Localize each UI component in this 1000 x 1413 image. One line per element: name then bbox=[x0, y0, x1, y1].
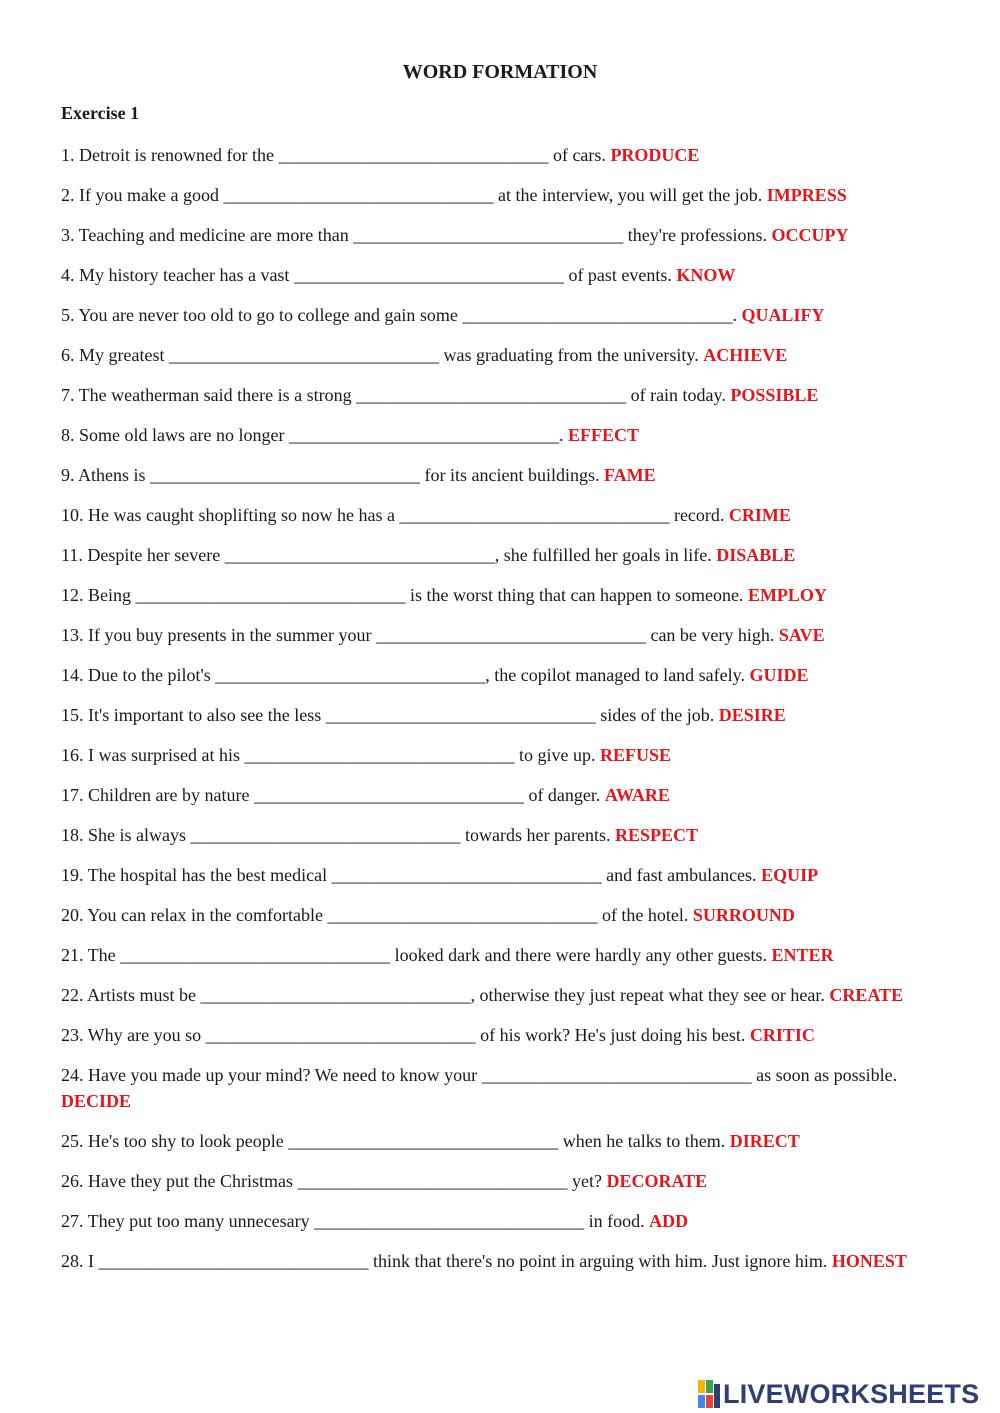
sentence-start: 6. My greatest bbox=[61, 345, 169, 365]
root-word: SURROUND bbox=[692, 905, 795, 925]
sentence-start: 4. My history teacher has a vast bbox=[61, 265, 294, 285]
sentence-end: of his work? He's just doing his best. bbox=[475, 1025, 750, 1045]
sentence-end: for its ancient buildings. bbox=[420, 465, 604, 485]
answer-blank[interactable]: ______________________________ bbox=[375, 625, 646, 645]
sentence-end: of rain today. bbox=[626, 385, 731, 405]
answer-blank[interactable]: ______________________________ bbox=[327, 905, 598, 925]
exercise-item bbox=[61, 1128, 941, 1154]
sentence-end: to give up. bbox=[514, 745, 600, 765]
root-word: DECORATE bbox=[606, 1171, 708, 1191]
root-word: ENTER bbox=[771, 945, 834, 965]
sentence-start: 7. The weatherman said there is a strong bbox=[61, 385, 357, 405]
root-word: CRITIC bbox=[749, 1025, 815, 1045]
root-word: DECIDE bbox=[61, 1091, 132, 1111]
exercise-item bbox=[61, 462, 941, 488]
sentence-end: of past events. bbox=[563, 265, 677, 285]
sentence-start: 25. He's too shy to look people bbox=[61, 1131, 289, 1151]
page-title: WORD FORMATION bbox=[402, 61, 598, 83]
root-word: KNOW bbox=[676, 265, 736, 285]
exercise-item bbox=[61, 182, 941, 208]
exercise-item bbox=[61, 1062, 941, 1114]
sentence-start: 19. The hospital has the best medical bbox=[61, 865, 332, 885]
root-word: GUIDE bbox=[749, 665, 809, 685]
sentence-start: 18. She is always bbox=[61, 825, 191, 845]
sentence-end: record. bbox=[669, 505, 729, 525]
answer-blank[interactable]: ______________________________ bbox=[399, 505, 670, 525]
liveworksheets-wordmark: LIVEWORKSHEETS bbox=[723, 1378, 980, 1409]
liveworksheets-badge-icon bbox=[698, 1380, 720, 1408]
root-word: SAVE bbox=[778, 625, 825, 645]
sentence-end: can be very high. bbox=[645, 625, 779, 645]
sentence-end: looked dark and there were hardly any other guests. bbox=[390, 945, 772, 965]
answer-blank[interactable]: ______________________________ bbox=[223, 185, 494, 205]
exercise-item bbox=[61, 262, 941, 288]
exercise-item bbox=[61, 942, 941, 968]
exercise-item bbox=[61, 542, 941, 568]
exercise-item bbox=[61, 142, 941, 168]
exercise-item bbox=[61, 342, 941, 368]
sentence-start: 28. I bbox=[61, 1251, 99, 1271]
exercise-item bbox=[61, 822, 941, 848]
sentence-end: , she fulfilled her goals in life. bbox=[494, 545, 717, 565]
exercise-item bbox=[61, 902, 941, 928]
exercise-item bbox=[61, 382, 941, 408]
exercise-item bbox=[61, 662, 941, 688]
sentence-end: , the copilot managed to land safely. bbox=[485, 665, 750, 685]
exercise-item bbox=[61, 1168, 941, 1194]
answer-blank[interactable]: ______________________________ bbox=[168, 345, 439, 365]
sentence-start: 27. They put too many unnecesary bbox=[61, 1211, 315, 1231]
root-word: DISABLE bbox=[716, 545, 796, 565]
sentence-start: 14. Due to the pilot's bbox=[61, 665, 216, 685]
sentence-end: is the worst thing that can happen to someone. bbox=[405, 585, 748, 605]
sentence-end: , otherwise they just repeat what they see or hear. bbox=[470, 985, 830, 1005]
sentence-start: 13. If you buy presents in the summer your bbox=[61, 625, 376, 645]
sentence-start: 21. The bbox=[61, 945, 121, 965]
answer-blank[interactable]: ______________________________ bbox=[120, 945, 391, 965]
exercise-item bbox=[61, 1248, 941, 1274]
answer-blank[interactable]: ______________________________ bbox=[190, 825, 461, 845]
exercise-item bbox=[61, 1022, 941, 1048]
exercise-item bbox=[61, 222, 941, 248]
sentence-end: towards her parents. bbox=[460, 825, 615, 845]
sentence-end: of the hotel. bbox=[597, 905, 693, 925]
root-word: ADD bbox=[649, 1211, 689, 1231]
sentence-end: sides of the job. bbox=[595, 705, 719, 725]
exercise-item bbox=[61, 1208, 941, 1234]
answer-blank[interactable]: ______________________________ bbox=[288, 425, 559, 445]
answer-blank[interactable]: ______________________________ bbox=[331, 865, 602, 885]
answer-blank[interactable]: ______________________________ bbox=[325, 705, 596, 725]
root-word: CRIME bbox=[728, 505, 791, 525]
sentence-start: 15. It's important to also see the less bbox=[61, 705, 326, 725]
answer-blank[interactable]: ______________________________ bbox=[481, 1065, 752, 1085]
root-word: EMPLOY bbox=[747, 585, 827, 605]
exercise-heading: Exercise 1 bbox=[61, 103, 140, 123]
answer-blank[interactable]: ______________________________ bbox=[278, 145, 549, 165]
answer-blank[interactable]: ______________________________ bbox=[224, 545, 495, 565]
root-word: DIRECT bbox=[729, 1131, 800, 1151]
root-word: PRODUCE bbox=[610, 145, 700, 165]
exercise-item bbox=[61, 982, 941, 1008]
exercise-item bbox=[61, 582, 941, 608]
sentence-end: of danger. bbox=[523, 785, 605, 805]
answer-blank[interactable]: ______________________________ bbox=[200, 985, 471, 1005]
sentence-end: and fast ambulances. bbox=[601, 865, 762, 885]
answer-blank[interactable]: ______________________________ bbox=[205, 1025, 476, 1045]
sentence-start: 8. Some old laws are no longer bbox=[61, 425, 289, 445]
sentence-end: of cars. bbox=[548, 145, 611, 165]
answer-blank[interactable]: ______________________________ bbox=[297, 1171, 568, 1191]
sentence-start: 23. Why are you so bbox=[61, 1025, 206, 1045]
exercise-item bbox=[61, 742, 941, 768]
root-word: REFUSE bbox=[599, 745, 671, 765]
exercise-item bbox=[61, 702, 941, 728]
answer-blank[interactable]: ______________________________ bbox=[135, 585, 406, 605]
sentence-start: 3. Teaching and medicine are more than bbox=[61, 225, 354, 245]
root-word: QUALIFY bbox=[741, 305, 825, 325]
exercise-item bbox=[61, 622, 941, 648]
root-word: HONEST bbox=[831, 1251, 907, 1271]
sentence-start: 2. If you make a good bbox=[61, 185, 224, 205]
exercise-item bbox=[61, 862, 941, 888]
liveworksheets-logo bbox=[698, 1376, 979, 1412]
root-word: CREATE bbox=[829, 985, 904, 1005]
root-word: POSSIBLE bbox=[730, 385, 819, 405]
sentence-start: 12. Being bbox=[61, 585, 136, 605]
answer-blank[interactable]: ______________________________ bbox=[215, 665, 486, 685]
sentence-end: was graduating from the university. bbox=[438, 345, 704, 365]
answer-blank[interactable]: ______________________________ bbox=[356, 385, 627, 405]
root-word: EFFECT bbox=[567, 425, 639, 445]
sentence-start: 16. I was surprised at his bbox=[61, 745, 245, 765]
root-word: FAME bbox=[604, 465, 656, 485]
sentence-start: 1. Detroit is renowned for the bbox=[61, 145, 279, 165]
exercise-item bbox=[61, 782, 941, 808]
sentence-end: when he talks to them. bbox=[558, 1131, 730, 1151]
sentence-end: as soon as possible. bbox=[751, 1065, 898, 1085]
root-word: RESPECT bbox=[614, 825, 698, 845]
root-word: EQUIP bbox=[761, 865, 819, 885]
answer-blank[interactable]: ______________________________ bbox=[288, 1131, 559, 1151]
answer-blank[interactable]: ______________________________ bbox=[98, 1251, 369, 1271]
exercise-list bbox=[61, 142, 941, 1288]
sentence-end: . bbox=[558, 425, 568, 445]
answer-blank[interactable]: ______________________________ bbox=[314, 1211, 585, 1231]
sentence-end: in food. bbox=[584, 1211, 650, 1231]
answer-blank[interactable]: ______________________________ bbox=[150, 465, 421, 485]
root-word: ACHIEVE bbox=[703, 345, 788, 365]
answer-blank[interactable]: ______________________________ bbox=[253, 785, 524, 805]
root-word: DESIRE bbox=[718, 705, 786, 725]
sentence-end: they're professions. bbox=[623, 225, 772, 245]
sentence-start: 11. Despite her severe bbox=[61, 545, 225, 565]
sentence-end: at the interview, you will get the job. bbox=[493, 185, 767, 205]
root-word: OCCUPY bbox=[771, 225, 849, 245]
sentence-start: 22. Artists must be bbox=[61, 985, 201, 1005]
sentence-end: . bbox=[732, 305, 742, 325]
sentence-start: 20. You can relax in the comfortable bbox=[61, 905, 328, 925]
answer-blank[interactable]: ______________________________ bbox=[293, 265, 564, 285]
sentence-start: 26. Have they put the Christmas bbox=[61, 1171, 298, 1191]
exercise-item bbox=[61, 502, 941, 528]
root-word: IMPRESS bbox=[766, 185, 847, 205]
sentence-end: think that there's no point in arguing with him. Just ignore him. bbox=[368, 1251, 832, 1271]
exercise-item bbox=[61, 422, 941, 448]
sentence-start: 5. You are never too old to go to college and gain some bbox=[61, 305, 463, 325]
sentence-end: yet? bbox=[567, 1171, 607, 1191]
sentence-start: 10. He was caught shoplifting so now he has a bbox=[61, 505, 400, 525]
exercise-item bbox=[61, 302, 941, 328]
answer-blank[interactable]: ______________________________ bbox=[244, 745, 515, 765]
sentence-start: 24. Have you made up your mind? We need to know your bbox=[61, 1065, 482, 1085]
answer-blank[interactable]: ______________________________ bbox=[353, 225, 624, 245]
sentence-start: 9. Athens is bbox=[61, 465, 151, 485]
root-word: AWARE bbox=[604, 785, 670, 805]
sentence-start: 17. Children are by nature bbox=[61, 785, 254, 805]
answer-blank[interactable]: ______________________________ bbox=[462, 305, 733, 325]
